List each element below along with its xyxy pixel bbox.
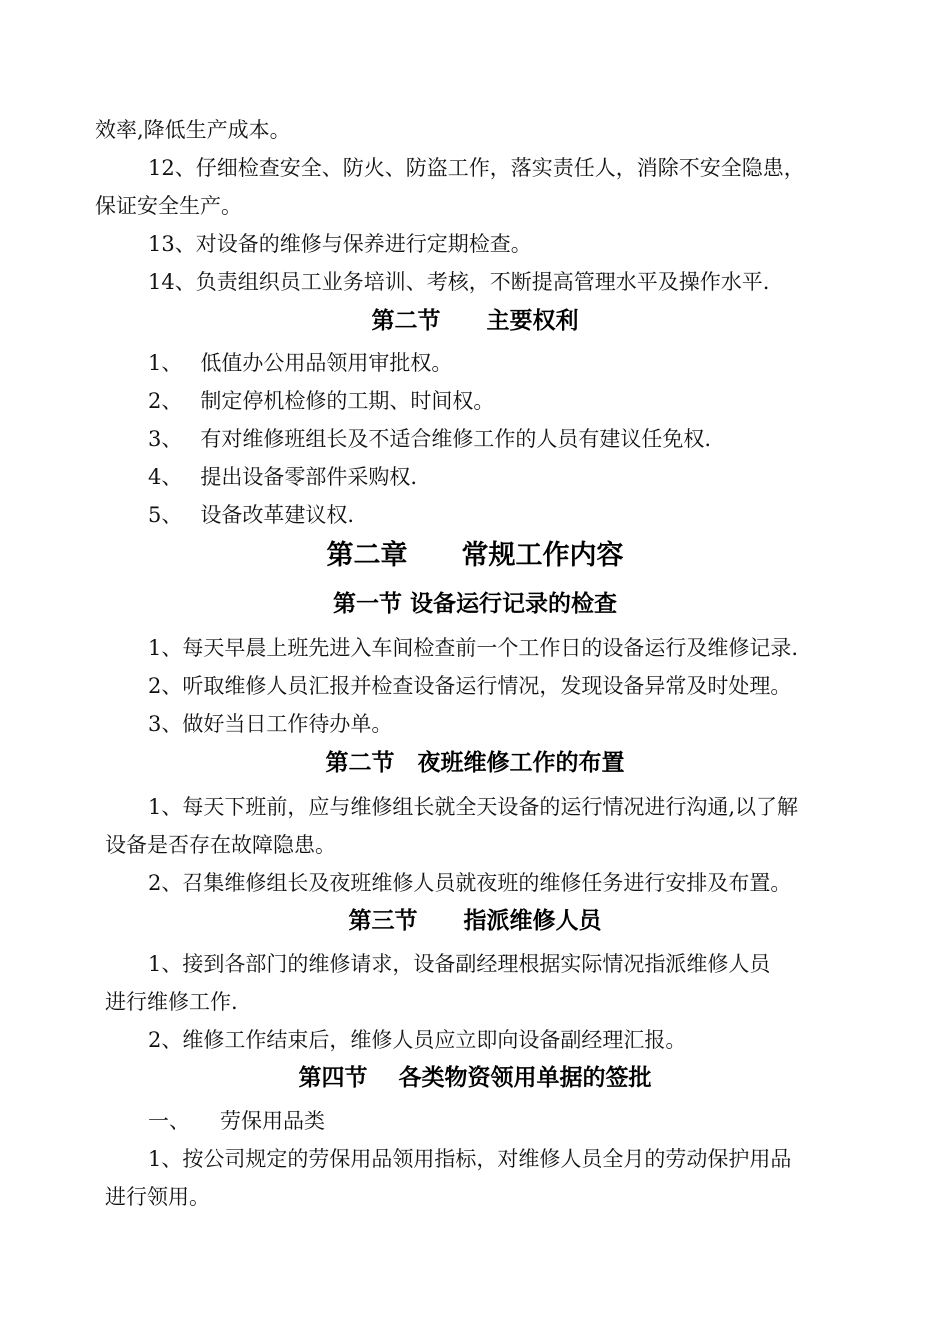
section3-item-2: 2、维修工作结束后，维修人员应立即向设备副经理汇报。: [148, 1028, 687, 1052]
rights-item: [148, 464, 417, 490]
duty-item-12-cont: 保证安全生产。: [95, 194, 242, 218]
duty-item-13: 13、对设备的维修与保养进行定期检查。: [148, 232, 532, 256]
chapter-heading: 第二章 常规工作内容: [326, 540, 624, 571]
rights-item-num: 4、: [148, 465, 183, 489]
rights-item: [148, 388, 494, 414]
section3-item-1: 1、接到各部门的维修请求，设备副经理根据实际情况指派维修人员: [148, 952, 771, 976]
rights-item: [148, 502, 354, 528]
section4-item-1-cont: 进行领用。: [105, 1185, 210, 1209]
rights-item-num: 5、: [148, 503, 183, 527]
section4-item-1: 1、按公司规定的劳保用品领用指标，对维修人员全月的劳动保护用品: [148, 1147, 792, 1171]
section1-item-2: 2、听取维修人员汇报并检查设备运行情况，发现设备异常及时处理。: [148, 674, 792, 698]
section4-sub-text: 劳保用品类: [220, 1109, 325, 1133]
duty-item-12: 12、仔细检查安全、防火、防盗工作，落实责任人，消除不安全隐患，: [148, 156, 805, 180]
rights-item-text: 制定停机检修的工期、时间权。: [200, 389, 495, 413]
section2-heading: 第二节 夜班维修工作的布置: [325, 750, 625, 776]
rights-item-text: 低值办公用品领用审批权。: [200, 351, 453, 375]
section4-heading: 第四节 各类物资领用单据的签批: [298, 1065, 652, 1091]
rights-item-num: 3、: [148, 427, 183, 451]
rights-item-text: 提出设备零部件采购权.: [200, 465, 418, 489]
section2-item-2: 2、召集维修组长及夜班维修人员就夜班的维修任务进行安排及布置。: [148, 871, 792, 895]
duty-continuation: 效率,降低生产成本。: [95, 118, 291, 142]
section2-item-1-cont: 设备是否存在故障隐患。: [105, 833, 336, 857]
section3-heading: 第三节 指派维修人员: [348, 908, 602, 934]
section4-subheading: [148, 1108, 325, 1134]
section2-item-1: 1、每天下班前，应与维修组长就全天设备的运行情况进行沟通,以了解: [148, 795, 799, 819]
rights-item-num: 1、: [148, 351, 183, 375]
section1-item-1: 1、每天早晨上班先进入车间检查前一个工作日的设备运行及维修记录.: [148, 636, 799, 660]
duty-item-14: 14、负责组织员工业务培训、考核，不断提高管理水平及操作水平.: [148, 270, 770, 294]
section1-item-3: 3、做好当日工作待办单。: [148, 712, 393, 736]
section1-heading: 第一节 设备运行记录的检查: [332, 591, 617, 617]
section3-item-1-cont: 进行维修工作.: [105, 990, 238, 1014]
rights-item: [148, 426, 711, 452]
rights-item-text: 有对维修班组长及不适合维修工作的人员有建议任免权.: [200, 427, 712, 451]
rights-item: [148, 350, 452, 376]
section4-sub-num: 一、: [148, 1109, 190, 1133]
rights-heading: 第二节 主要权利: [371, 308, 579, 334]
rights-item-text: 设备改革建议权.: [200, 503, 355, 527]
rights-item-num: 2、: [148, 389, 183, 413]
